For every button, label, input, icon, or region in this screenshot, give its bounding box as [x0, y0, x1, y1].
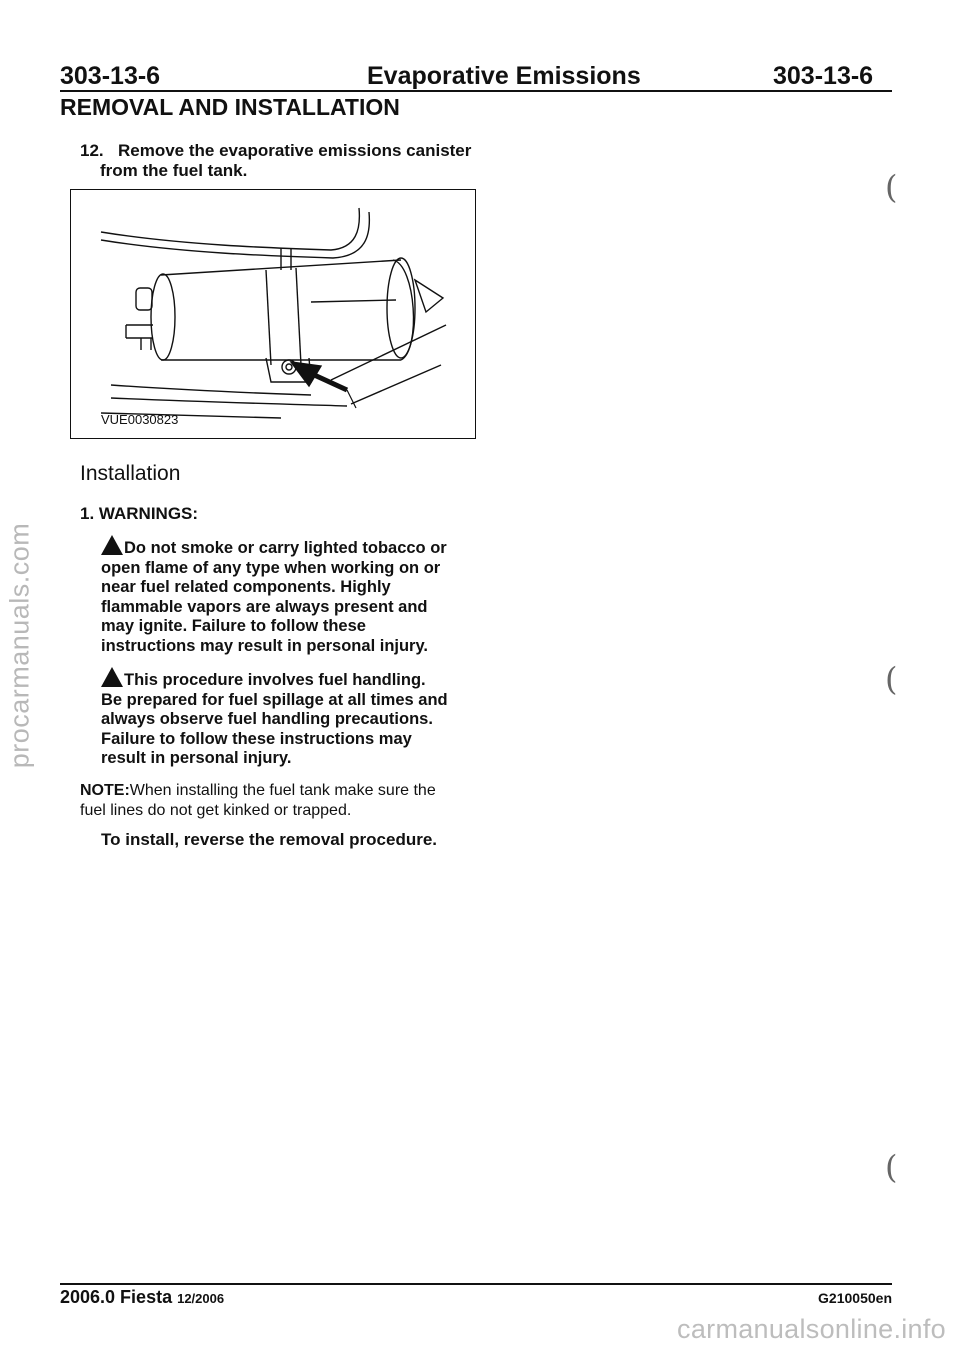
step-12 [80, 141, 500, 181]
footer-rule [60, 1283, 892, 1285]
footer-model [60, 1287, 224, 1308]
figure-label: VUE0030823 [101, 412, 179, 427]
warning-1-line1: Do not smoke or carry lighted tobacco or [124, 539, 447, 557]
page-code-left: 303-13-6 [60, 62, 161, 90]
warning-1-line6: instructions may result in personal injury. [101, 636, 429, 655]
warning-2-line2: Be prepared for fuel spillage at all times and [101, 690, 448, 709]
margin-bracket-mark: ( [885, 168, 898, 206]
warning-triangle-icon [101, 535, 123, 555]
final-instruction: To install, reverse the removal procedure. [101, 830, 438, 849]
footer-model-name: 2006.0 Fiesta [60, 1287, 173, 1307]
canister-figure [70, 189, 476, 439]
warning-1-line3: near fuel related components. Highly [101, 578, 391, 597]
warning-2-line5: result in personal injury. [101, 749, 292, 768]
installation-heading: Installation [80, 462, 181, 485]
warnings-heading: 1. WARNINGS: [80, 504, 199, 523]
watermark-bottom: carmanualsonline.info [677, 1314, 946, 1344]
warning-2 [101, 667, 481, 769]
note [80, 781, 480, 821]
warning-1-line4: flammable vapors are always present and [101, 597, 428, 616]
step-number: 12. [80, 141, 104, 160]
warning-1 [101, 535, 481, 657]
step-12-line2: from the fuel tank. [100, 161, 248, 180]
note-text-line2: fuel lines do not get kinked or trapped. [80, 802, 352, 819]
warning-2-line3: always observe fuel handling precautions. [101, 710, 433, 729]
note-text: When installing the fuel tank make sure the [129, 782, 436, 799]
section-title: REMOVAL AND INSTALLATION [60, 94, 400, 120]
page-code-right: 303-13-6 [773, 62, 874, 90]
note-label: NOTE: [80, 782, 130, 799]
header-rule [60, 90, 892, 92]
canister-illustration [71, 190, 474, 437]
warning-2-line1: This procedure involves fuel handling. [124, 671, 426, 689]
margin-bracket-mark: ( [885, 1148, 898, 1186]
watermark-left: procarmanuals.com [4, 522, 35, 769]
warning-2-line4: Failure to follow these instructions may [101, 729, 412, 748]
footer-date: 12/2006 [177, 1291, 225, 1306]
page-header-title: Evaporative Emissions [367, 62, 641, 90]
margin-bracket-mark: ( [885, 660, 898, 698]
warning-1-line2: open flame of any type when working on or [101, 558, 441, 577]
step-12-line1: Remove the evaporative emissions canister [118, 141, 472, 160]
footer-code: G210050en [818, 1290, 892, 1306]
warning-triangle-icon [101, 667, 123, 687]
warning-1-line5: may ignite. Failure to follow these [101, 617, 366, 636]
